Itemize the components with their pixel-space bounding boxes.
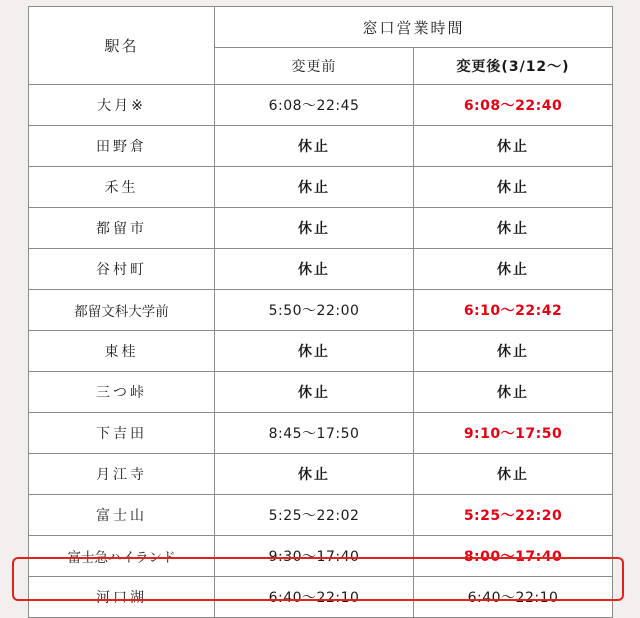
hours-before-cell: 休止	[215, 454, 414, 495]
station-name-cell: 都留市	[29, 208, 215, 249]
station-name-cell: 三つ峠	[29, 372, 215, 413]
hours-before-cell: 8:45〜17:50	[215, 413, 414, 454]
hours-after-cell: 休止	[414, 126, 613, 167]
hours-before-cell: 9:30〜17:40	[215, 536, 414, 577]
hours-before-cell: 休止	[215, 126, 414, 167]
header-business-hours-group: 窓口営業時間	[215, 7, 613, 48]
hours-before-cell: 6:08〜22:45	[215, 85, 414, 126]
station-name-cell: 禾生	[29, 167, 215, 208]
hours-after-cell: 休止	[414, 249, 613, 290]
table-row	[29, 167, 613, 208]
station-name-cell: 下吉田	[29, 413, 215, 454]
hours-before-cell: 5:50〜22:00	[215, 290, 414, 331]
table-row	[29, 372, 613, 413]
hours-after-cell: 6:40〜22:10	[414, 577, 613, 618]
table-row	[29, 126, 613, 167]
station-name-cell: 谷村町	[29, 249, 215, 290]
hours-after-cell: 休止	[414, 331, 613, 372]
table-row	[29, 85, 613, 126]
table-row	[29, 249, 613, 290]
station-name-cell: 富士急ハイランド	[29, 536, 215, 577]
table-row	[29, 536, 613, 577]
header-after-change: 変更後(3/12〜)	[414, 48, 613, 85]
hours-before-cell: 休止	[215, 372, 414, 413]
table-row	[29, 413, 613, 454]
hours-after-cell: 休止	[414, 208, 613, 249]
station-name-cell: 東桂	[29, 331, 215, 372]
hours-before-cell: 6:40〜22:10	[215, 577, 414, 618]
station-name-cell: 河口湖	[29, 577, 215, 618]
table-row	[29, 495, 613, 536]
table-row	[29, 208, 613, 249]
header-before-change: 変更前	[215, 48, 414, 85]
table-row	[29, 577, 613, 618]
station-name-cell: 田野倉	[29, 126, 215, 167]
table-header-row-1	[29, 7, 613, 48]
hours-after-cell: 休止	[414, 167, 613, 208]
hours-before-cell: 休止	[215, 249, 414, 290]
table-row	[29, 331, 613, 372]
table-row	[29, 290, 613, 331]
hours-before-cell: 休止	[215, 167, 414, 208]
header-station-col: 駅名	[29, 7, 215, 85]
station-name-cell: 都留文科大学前	[29, 290, 215, 331]
hours-after-cell: 6:10〜22:42	[414, 290, 613, 331]
schedule-sheet	[28, 6, 612, 618]
hours-after-cell: 5:25〜22:20	[414, 495, 613, 536]
table-row	[29, 454, 613, 495]
station-name-cell: 大月※	[29, 85, 215, 126]
table-body	[29, 7, 613, 618]
hours-after-cell: 8:00〜17:40	[414, 536, 613, 577]
hours-after-cell: 6:08〜22:40	[414, 85, 613, 126]
business-hours-table	[28, 6, 613, 618]
hours-after-cell: 休止	[414, 454, 613, 495]
hours-after-cell: 休止	[414, 372, 613, 413]
hours-after-cell: 9:10〜17:50	[414, 413, 613, 454]
hours-before-cell: 休止	[215, 208, 414, 249]
hours-before-cell: 5:25〜22:02	[215, 495, 414, 536]
hours-before-cell: 休止	[215, 331, 414, 372]
station-name-cell: 月江寺	[29, 454, 215, 495]
station-name-cell: 富士山	[29, 495, 215, 536]
